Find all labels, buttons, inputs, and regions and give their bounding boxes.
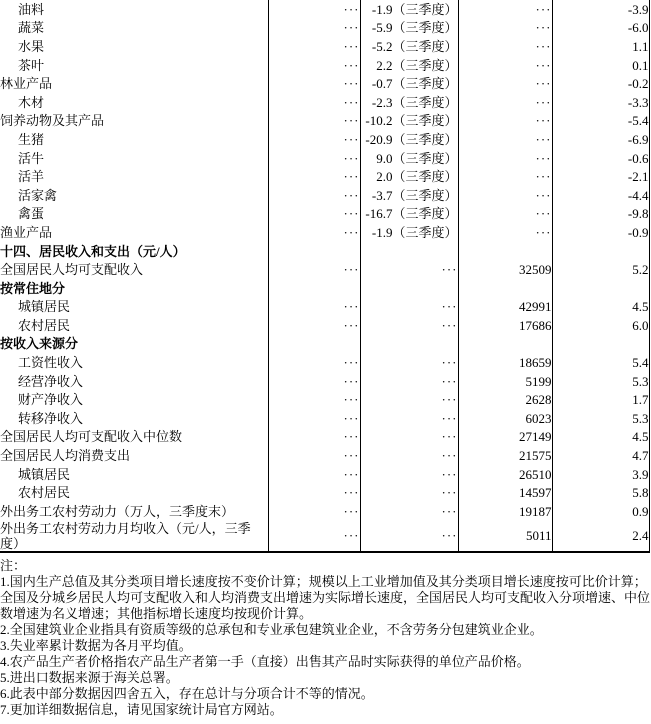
cell-col3-quarter-value: -10.2（三季度）	[360, 112, 458, 131]
cell-col5-growth: 3.9	[552, 465, 649, 484]
table-row	[0, 74, 649, 93]
cell-col5-growth: -4.4	[552, 186, 649, 205]
cell-col2: ···	[268, 167, 360, 186]
cell-col2: ···	[268, 0, 360, 19]
table-row	[0, 279, 649, 298]
cell-col2: ···	[268, 260, 360, 279]
table-row	[0, 223, 649, 242]
cell-col4-value: ···	[458, 223, 552, 242]
cell-col4-value: ···	[458, 0, 552, 19]
cell-col5-growth	[552, 335, 649, 354]
cell-col5-growth: -6.0	[552, 19, 649, 38]
cell-col5-growth: -5.4	[552, 112, 649, 131]
cell-col3-quarter-value: -20.9（三季度）	[360, 130, 458, 149]
cell-col3-quarter-value: -16.7（三季度）	[360, 205, 458, 224]
cell-col2: ···	[268, 56, 360, 75]
cell-col3-quarter-value: ···	[360, 446, 458, 465]
table-row	[0, 186, 649, 205]
cell-col3-quarter-value: -2.3（三季度）	[360, 93, 458, 112]
cell-col4-value	[458, 242, 552, 261]
cell-col2: ···	[268, 112, 360, 131]
cell-col3-quarter-value: -1.9（三季度）	[360, 223, 458, 242]
table-row	[0, 483, 649, 502]
cell-col3-quarter-value: ···	[360, 483, 458, 502]
indicator-label: 城镇居民	[0, 465, 268, 484]
table-row	[0, 242, 649, 261]
cell-col2: ···	[268, 409, 360, 428]
cell-col2: ···	[268, 186, 360, 205]
table-row	[0, 112, 649, 131]
cell-col4-value: ···	[458, 130, 552, 149]
cell-col5-growth	[552, 242, 649, 261]
cell-col3-quarter-value: -0.7（三季度）	[360, 74, 458, 93]
cell-col4-value: ···	[458, 149, 552, 168]
cell-col3-quarter-value: 2.0（三季度）	[360, 167, 458, 186]
note-item: 5.进出口数据来源于海关总署。	[0, 669, 179, 685]
cell-col3-quarter-value: ···	[360, 298, 458, 317]
notes-section	[0, 558, 651, 718]
cell-col4-value: ···	[458, 93, 552, 112]
table-row	[0, 428, 649, 447]
cell-col4-value: ···	[458, 186, 552, 205]
cell-col5-growth: -0.9	[552, 223, 649, 242]
note-item: 4.农产品生产者价格指农产品生产者第一手（直接）出售其产品时实际获得的单位产品价格。	[0, 653, 530, 669]
note-item: 2.全国建筑业企业指具有资质等级的总承包和专业承包建筑业企业，不含劳务分包建筑业企业。	[0, 621, 543, 637]
cell-col5-growth: 1.1	[552, 37, 649, 56]
indicator-label: 茶叶	[0, 56, 268, 75]
cell-col2: ···	[268, 446, 360, 465]
table-row	[0, 205, 649, 224]
cell-col4-value: 17686	[458, 316, 552, 335]
table-row	[0, 56, 649, 75]
table-row	[0, 37, 649, 56]
cell-col3-quarter-value: ···	[360, 465, 458, 484]
indicator-label: 饲养动物及其产品	[0, 112, 268, 131]
cell-col2: ···	[268, 428, 360, 447]
cell-col4-value: 19187	[458, 502, 552, 521]
indicator-label: 外出务工农村劳动力月均收入（元/人，三季度）	[0, 521, 268, 552]
cell-col4-value: ···	[458, 19, 552, 38]
note-item: 3.失业率累计数据为各月平均值。	[0, 637, 192, 653]
cell-col5-growth: 0.1	[552, 56, 649, 75]
cell-col5-growth: -2.1	[552, 167, 649, 186]
table-row	[0, 316, 649, 335]
cell-col2: ···	[268, 502, 360, 521]
indicator-label: 活羊	[0, 167, 268, 186]
table-row	[0, 335, 649, 354]
cell-col4-value: 21575	[458, 446, 552, 465]
table-row	[0, 372, 649, 391]
cell-col4-value: 27149	[458, 428, 552, 447]
cell-col4-value: 5199	[458, 372, 552, 391]
table-row	[0, 260, 649, 279]
indicator-label: 生猪	[0, 130, 268, 149]
cell-col4-value	[458, 279, 552, 298]
indicator-label: 财产净收入	[0, 390, 268, 409]
cell-col5-growth: 6.0	[552, 316, 649, 335]
indicator-label: 活牛	[0, 149, 268, 168]
cell-col2: ···	[268, 483, 360, 502]
cell-col2: ···	[268, 149, 360, 168]
indicator-label: 水果	[0, 37, 268, 56]
cell-col3-quarter-value: -1.9（三季度）	[360, 0, 458, 19]
cell-col5-growth: 2.4	[552, 521, 649, 552]
indicator-label: 全国居民人均消费支出	[0, 446, 268, 465]
indicator-label: 按常住地分	[0, 279, 268, 298]
indicator-label: 木材	[0, 93, 268, 112]
note-item: 7.更加详细数据信息，请见国家统计局官方网站。	[0, 701, 283, 717]
cell-col2: ···	[268, 298, 360, 317]
table-row	[0, 93, 649, 112]
cell-col4-value: ···	[458, 112, 552, 131]
indicator-label: 全国居民人均可支配收入中位数	[0, 428, 268, 447]
cell-col3-quarter-value: 2.2（三季度）	[360, 56, 458, 75]
table-row	[0, 130, 649, 149]
indicator-label: 渔业产品	[0, 223, 268, 242]
cell-col4-value: 5011	[458, 521, 552, 552]
table-row	[0, 353, 649, 372]
cell-col5-growth: 5.8	[552, 483, 649, 502]
cell-col3-quarter-value: -5.2（三季度）	[360, 37, 458, 56]
indicator-label: 经营净收入	[0, 372, 268, 391]
cell-col4-value: 6023	[458, 409, 552, 428]
cell-col5-growth: -6.9	[552, 130, 649, 149]
cell-col3-quarter-value: 9.0（三季度）	[360, 149, 458, 168]
cell-col5-growth: 5.3	[552, 409, 649, 428]
indicator-label: 工资性收入	[0, 353, 268, 372]
table-row	[0, 149, 649, 168]
table-row	[0, 446, 649, 465]
cell-col5-growth: 4.5	[552, 428, 649, 447]
table-row	[0, 0, 649, 19]
cell-col3-quarter-value	[360, 335, 458, 354]
cell-col2: ···	[268, 205, 360, 224]
cell-col4-value: ···	[458, 56, 552, 75]
table-row	[0, 167, 649, 186]
cell-col3-quarter-value: ···	[360, 353, 458, 372]
cell-col5-growth: 4.7	[552, 446, 649, 465]
table-row	[0, 409, 649, 428]
cell-col2	[268, 242, 360, 261]
cell-col3-quarter-value: -5.9（三季度）	[360, 19, 458, 38]
cell-col3-quarter-value: ···	[360, 372, 458, 391]
cell-col3-quarter-value: ···	[360, 502, 458, 521]
cell-col5-growth: 4.5	[552, 298, 649, 317]
cell-col2: ···	[268, 521, 360, 552]
indicator-label: 全国居民人均可支配收入	[0, 260, 268, 279]
note-item: 1.国内生产总值及其分类项目增长速度按不变价计算；规模以上工业增加值及其分类项目增长速度按可比价计算；全国及分城乡居民人均可支配收入和人均消费支出增速为实际增长速度，全国居民人均可支配收入分项增速、中位数增速为名义增速；其他指标增长速度均按现价计算。	[0, 573, 651, 621]
cell-col2: ···	[268, 372, 360, 391]
indicator-label: 农村居民	[0, 483, 268, 502]
cell-col4-value: 32509	[458, 260, 552, 279]
table-row	[0, 390, 649, 409]
cell-col2: ···	[268, 19, 360, 38]
cell-col5-growth: 5.4	[552, 353, 649, 372]
cell-col3-quarter-value	[360, 279, 458, 298]
cell-col4-value: ···	[458, 37, 552, 56]
notes-label: 注：	[0, 557, 27, 573]
cell-col5-growth: -0.6	[552, 149, 649, 168]
cell-col4-value: ···	[458, 205, 552, 224]
cell-col4-value: ···	[458, 74, 552, 93]
table-row	[0, 502, 649, 521]
cell-col3-quarter-value: ···	[360, 260, 458, 279]
cell-col5-growth: -9.8	[552, 205, 649, 224]
table-row	[0, 19, 649, 38]
cell-col5-growth: 1.7	[552, 390, 649, 409]
cell-col5-growth	[552, 279, 649, 298]
indicator-label: 外出务工农村劳动力（万人，三季度末）	[0, 502, 268, 521]
note-item: 6.此表中部分数据因四舍五入，存在总计与分项合计不等的情况。	[0, 685, 374, 701]
table-row	[0, 521, 649, 552]
cell-col4-value: 42991	[458, 298, 552, 317]
cell-col4-value: 26510	[458, 465, 552, 484]
cell-col2: ···	[268, 465, 360, 484]
cell-col3-quarter-value: ···	[360, 521, 458, 552]
table-row	[0, 298, 649, 317]
cell-col2: ···	[268, 37, 360, 56]
cell-col3-quarter-value: ···	[360, 409, 458, 428]
cell-col5-growth: -3.3	[552, 93, 649, 112]
cell-col4-value: 18659	[458, 353, 552, 372]
indicator-label: 农村居民	[0, 316, 268, 335]
indicator-label: 蔬菜	[0, 19, 268, 38]
cell-col4-value: 2628	[458, 390, 552, 409]
cell-col5-growth: -3.9	[552, 0, 649, 19]
cell-col3-quarter-value: -3.7（三季度）	[360, 186, 458, 205]
table-row	[0, 465, 649, 484]
cell-col3-quarter-value: ···	[360, 316, 458, 335]
indicator-label: 禽蛋	[0, 205, 268, 224]
indicator-label: 林业产品	[0, 74, 268, 93]
cell-col5-growth: 5.3	[552, 372, 649, 391]
cell-col2	[268, 279, 360, 298]
cell-col5-growth: 0.9	[552, 502, 649, 521]
cell-col2: ···	[268, 316, 360, 335]
indicator-label: 按收入来源分	[0, 335, 268, 354]
cell-col2: ···	[268, 74, 360, 93]
notes-list	[0, 574, 651, 718]
cell-col5-growth: 5.2	[552, 260, 649, 279]
cell-col2: ···	[268, 353, 360, 372]
cell-col3-quarter-value: ···	[360, 390, 458, 409]
cell-col5-growth: -0.2	[552, 74, 649, 93]
indicator-label: 十四、居民收入和支出（元/人）	[0, 242, 268, 261]
cell-col3-quarter-value	[360, 242, 458, 261]
indicator-label: 城镇居民	[0, 298, 268, 317]
cell-col4-value	[458, 335, 552, 354]
cell-col4-value: 14597	[458, 483, 552, 502]
cell-col2: ···	[268, 93, 360, 112]
cell-col3-quarter-value: ···	[360, 428, 458, 447]
indicator-label: 活家禽	[0, 186, 268, 205]
cell-col4-value: ···	[458, 167, 552, 186]
cell-col2	[268, 335, 360, 354]
cell-col2: ···	[268, 390, 360, 409]
indicator-label: 转移净收入	[0, 409, 268, 428]
cell-col2: ···	[268, 130, 360, 149]
cell-col2: ···	[268, 223, 360, 242]
indicator-label: 油料	[0, 0, 268, 19]
